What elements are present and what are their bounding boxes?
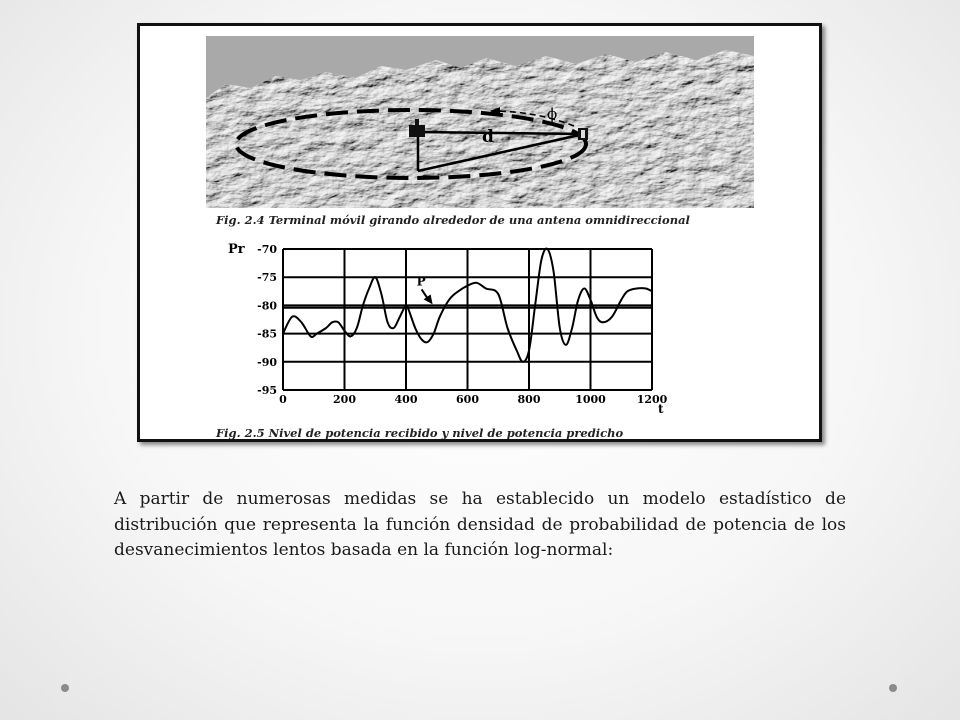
x-tick-label: 1200 — [636, 393, 668, 406]
x-axis-label: t — [658, 402, 664, 416]
x-tick-label: 600 — [456, 393, 479, 406]
distance-label: d — [482, 127, 494, 147]
chart-caption: Fig. 2.5 Nivel de potencia recibido y nivel de potencia predicho — [216, 426, 624, 440]
terrain-caption: Fig. 2.4 Terminal móvil girando alrededor de una antena omnidireccional — [216, 213, 690, 227]
figure-frame — [137, 23, 822, 442]
x-tick-label: 400 — [394, 393, 418, 406]
angle-label: ϕ — [547, 105, 558, 123]
power-chart — [140, 26, 819, 439]
x-tick-label: 1000 — [575, 393, 606, 406]
annotation-label: P — [416, 274, 426, 289]
y-tick-label: -90 — [257, 355, 277, 369]
body-paragraph: A partir de numerosas medidas se ha establecido un modelo estadístico de distribución que representa la función densidad de probabilidad de potencia de los desvanecimientos lentos basada en la función log-normal: — [114, 489, 846, 560]
slide-dot-left — [61, 684, 69, 692]
slide-dot-right — [889, 684, 897, 692]
y-tick-label: -95 — [257, 384, 277, 397]
y-tick-label: -75 — [257, 271, 277, 285]
x-tick-label: 200 — [333, 393, 356, 406]
y-tick-label: -85 — [257, 327, 277, 341]
x-tick-label: 800 — [517, 393, 541, 406]
y-tick-label: -80 — [257, 299, 277, 313]
y-tick-label: -70 — [257, 243, 277, 256]
x-tick-label: 0 — [279, 393, 287, 406]
y-axis-label: Pr — [228, 242, 245, 257]
